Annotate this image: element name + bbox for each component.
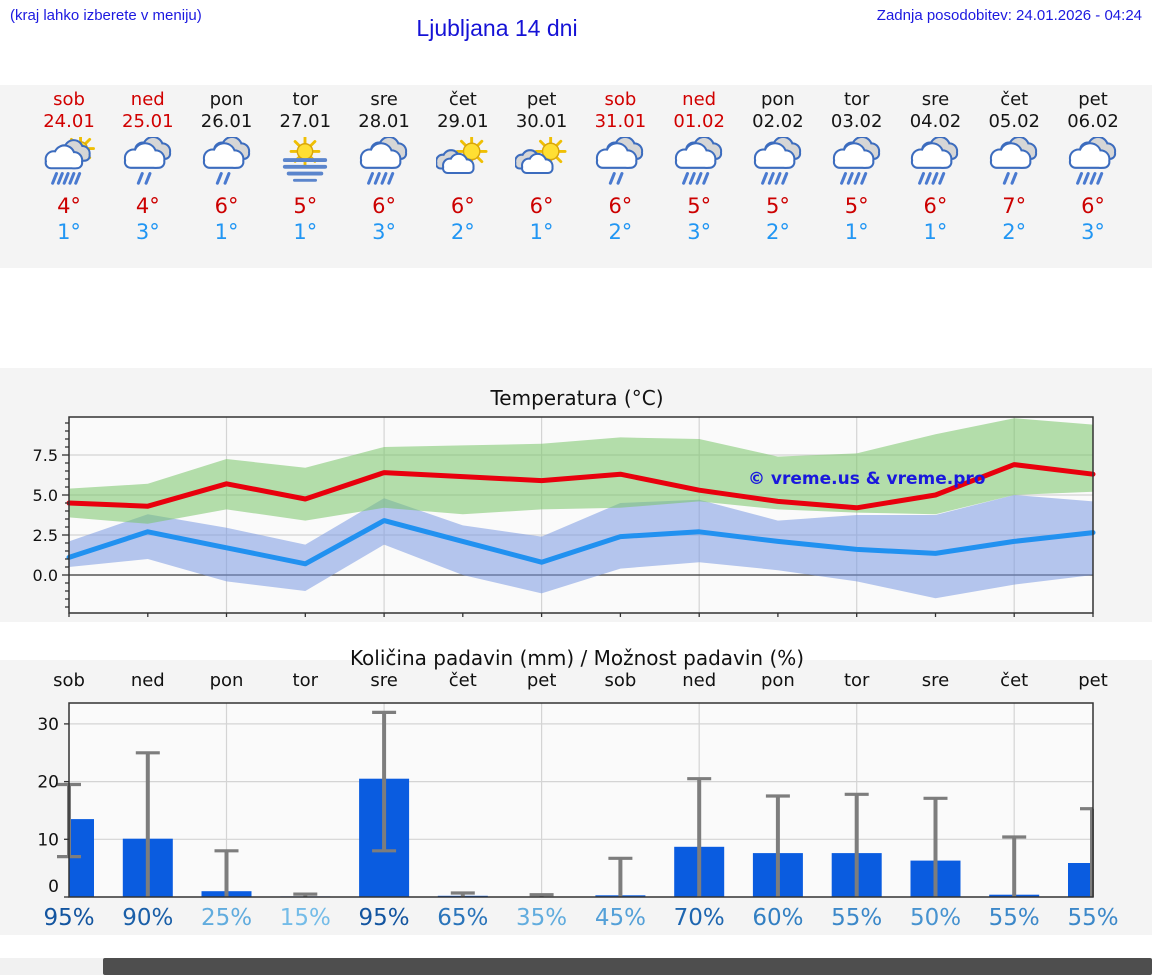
weather-icon-slot: [817, 137, 896, 191]
precip-probability: 55%: [988, 905, 1040, 931]
precip-probability: 95%: [43, 905, 95, 931]
precip-probability: 90%: [122, 905, 174, 931]
weather-icon-slot: [423, 137, 502, 191]
low-temp: 2°: [765, 220, 790, 244]
weather-icon-slot: [975, 137, 1054, 191]
day-name: pet: [1078, 89, 1108, 110]
low-temp: 1°: [214, 220, 239, 244]
day-column: [266, 89, 345, 245]
precip-day-label: sob: [53, 670, 85, 691]
day-column: [502, 89, 581, 245]
precip-probability: 45%: [594, 905, 646, 931]
day-date: 04.02: [909, 111, 962, 132]
clouds-heavy-rain-icon: [672, 137, 726, 187]
svg-text:20: 20: [37, 772, 59, 793]
low-temp: 3°: [372, 220, 396, 244]
day-name: tor: [843, 89, 870, 110]
day-column: [660, 89, 739, 245]
day-column: [1054, 89, 1133, 245]
weather-icon-slot: [660, 137, 739, 191]
precip-probability: 35%: [516, 905, 568, 931]
forecast-day-strip: [0, 85, 1152, 268]
horizontal-scrollbar-thumb[interactable]: [103, 958, 1152, 975]
day-name: sob: [53, 89, 85, 110]
clouds-heavy-rain-icon: [1066, 137, 1120, 187]
precip-probability: 50%: [909, 905, 962, 931]
clouds-heavy-rain-icon: [357, 137, 411, 187]
precip-day-label: čet: [1000, 670, 1029, 691]
precip-day-label: ned: [682, 670, 717, 691]
day-column: [108, 89, 187, 245]
precip-probability: 15%: [279, 905, 331, 931]
high-temp: 5°: [293, 194, 318, 218]
low-temp: 2°: [608, 220, 633, 244]
low-temp: 3°: [1081, 220, 1105, 244]
day-date: 26.01: [200, 111, 253, 132]
precip-bar: [1068, 863, 1093, 897]
location-hint: (kraj lahko izberete v meniju): [10, 7, 202, 24]
day-date: 01.02: [673, 111, 725, 132]
weather-icon-slot: [266, 137, 345, 191]
precip-day-label: čet: [448, 670, 477, 691]
weather-icon-slot: [187, 137, 266, 191]
horizontal-scrollbar-track[interactable]: [0, 958, 1152, 975]
precip-day-label: tor: [843, 670, 870, 691]
day-date: 05.02: [988, 111, 1040, 132]
day-name: sob: [604, 89, 637, 110]
low-temp: 1°: [529, 220, 554, 244]
day-column: [187, 89, 266, 245]
fog-sun-icon: [278, 137, 332, 187]
clouds-light-rain-icon: [121, 137, 175, 187]
weather-icon-slot: [108, 137, 187, 191]
low-temp: 1°: [57, 220, 81, 244]
precip-day-label: sre: [921, 670, 950, 691]
day-name: čet: [1000, 89, 1029, 110]
sun-cloud-icon: [436, 137, 490, 187]
low-temp: 1°: [923, 220, 948, 244]
svg-text:0: 0: [48, 877, 59, 897]
low-temp: 2°: [450, 220, 475, 244]
sun-cloud-icon: [515, 137, 569, 187]
svg-text:30: 30: [37, 714, 59, 735]
svg-text:2.5: 2.5: [32, 526, 58, 545]
day-name: sre: [370, 89, 398, 110]
day-date: 24.01: [43, 111, 95, 132]
svg-text:0.0: 0.0: [32, 566, 58, 585]
low-temp: 3°: [687, 220, 712, 244]
day-date: 27.01: [279, 111, 332, 132]
precip-probability: 25%: [200, 905, 253, 931]
page-title: Ljubljana 14 dni: [416, 15, 578, 41]
day-date: 03.02: [830, 111, 883, 132]
high-temp: 5°: [765, 194, 790, 218]
precip-probability: 55%: [1067, 905, 1119, 931]
precip-day-label: tor: [292, 670, 319, 691]
precipitation-chart-title: Količina padavin (mm) / Možnost padavin (%): [349, 646, 805, 670]
day-date: 28.01: [358, 111, 410, 132]
day-column: [30, 89, 109, 245]
high-temp: 6°: [450, 194, 475, 218]
clouds-heavy-rain-icon: [908, 137, 962, 187]
low-temp: 3°: [135, 220, 160, 244]
day-name: ned: [130, 89, 165, 110]
day-date: 02.02: [752, 111, 804, 132]
sun-cloud-heavy-rain-icon: [42, 137, 96, 187]
weather-icon-slot: [502, 137, 581, 191]
temperature-chart: [0, 368, 1152, 622]
temperature-chart-title: Temperatura (°C): [490, 386, 664, 410]
day-name: ned: [682, 89, 717, 110]
day-column: [738, 89, 817, 245]
day-column: [423, 89, 502, 245]
precip-day-label: pet: [526, 670, 557, 691]
high-temp: 5°: [687, 194, 712, 218]
low-temp: 1°: [844, 220, 869, 244]
day-name: pon: [209, 89, 244, 110]
day-column: [581, 89, 660, 245]
day-name: pon: [760, 89, 795, 110]
clouds-light-rain-icon: [593, 137, 647, 187]
day-date: 29.01: [437, 111, 489, 132]
last-updated: Zadnja posodobitev: 24.01.2026 - 04:24: [876, 7, 1142, 24]
day-date: 06.02: [1067, 111, 1119, 132]
high-temp: 7°: [1002, 194, 1027, 218]
weather-icon-slot: [345, 137, 424, 191]
svg-text:5.0: 5.0: [32, 486, 58, 505]
high-temp: 6°: [214, 194, 239, 218]
svg-text:10: 10: [37, 830, 59, 851]
precip-day-label: pon: [760, 670, 795, 691]
day-name: tor: [292, 89, 319, 110]
high-temp: 4°: [57, 194, 81, 218]
day-column: [345, 89, 424, 245]
high-temp: 6°: [608, 194, 633, 218]
day-name: čet: [448, 89, 477, 110]
clouds-heavy-rain-icon: [751, 137, 805, 187]
clouds-heavy-rain-icon: [830, 137, 884, 187]
weather-icon-slot: [738, 137, 817, 191]
high-temp: 6°: [1081, 194, 1105, 218]
day-date: 25.01: [122, 111, 174, 132]
low-temp: 2°: [1002, 220, 1027, 244]
high-temp: 5°: [844, 194, 869, 218]
high-temp: 6°: [372, 194, 396, 218]
precip-day-label: sob: [604, 670, 637, 691]
precip-probability: 95%: [358, 905, 410, 931]
precipitation-chart: [0, 638, 1152, 940]
day-column: [896, 89, 975, 245]
precip-day-label: ned: [130, 670, 165, 691]
clouds-light-rain-icon: [200, 137, 254, 187]
day-date: 30.01: [515, 111, 568, 132]
day-column: [817, 89, 896, 245]
high-temp: 6°: [923, 194, 948, 218]
low-temp: 1°: [293, 220, 318, 244]
watermark: © vreme.us & vreme.pro: [748, 469, 986, 489]
precip-probability: 65%: [437, 905, 489, 931]
high-temp: 6°: [529, 194, 554, 218]
svg-text:7.5: 7.5: [32, 446, 58, 465]
weather-icon-slot: [896, 137, 975, 191]
precip-probability: 70%: [673, 905, 725, 931]
precip-probability: 60%: [752, 905, 804, 931]
weather-icon-slot: [581, 137, 660, 191]
precip-day-label: pet: [1078, 670, 1108, 691]
day-name: pet: [526, 89, 557, 110]
precip-probability: 55%: [831, 905, 883, 931]
day-name: sre: [921, 89, 950, 110]
precip-day-label: sre: [370, 670, 398, 691]
high-temp: 4°: [135, 194, 160, 218]
day-column: [975, 89, 1054, 245]
day-date: 31.01: [594, 111, 647, 132]
clouds-light-rain-icon: [987, 137, 1041, 187]
precip-day-label: pon: [209, 670, 244, 691]
weather-icon-slot: [1054, 137, 1133, 191]
weather-icon-slot: [30, 137, 109, 191]
